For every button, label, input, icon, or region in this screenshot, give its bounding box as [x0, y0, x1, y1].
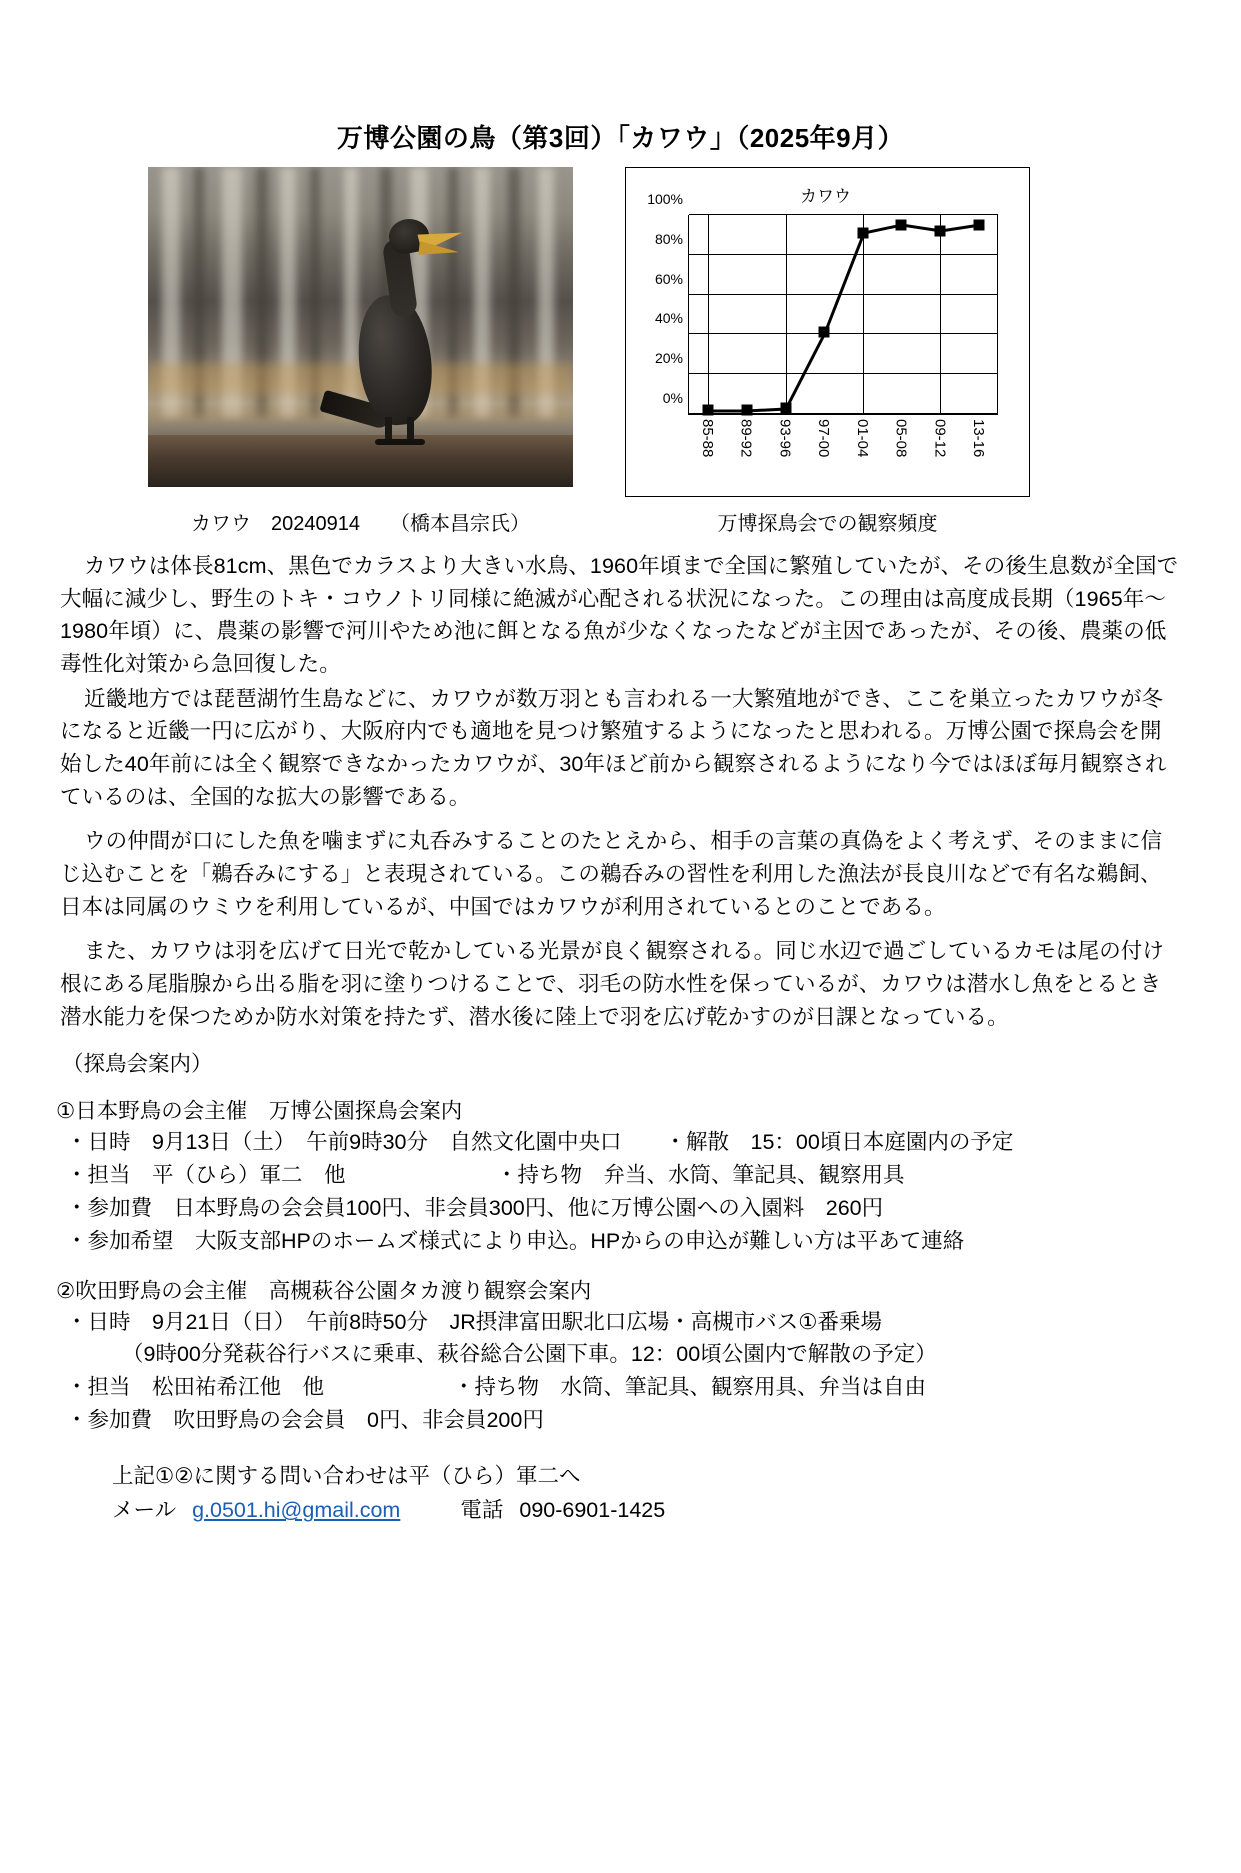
event-1-line-4: ・参加希望 大阪支部HPのホームズ様式により申込。HPからの申込が難しい方は平あて連絡	[66, 1228, 965, 1253]
y-tick-40: 40%	[654, 310, 683, 327]
event-2-line-4: ・参加費 吹田野鳥の会会員 0円、非会員200円	[66, 1408, 544, 1433]
y-tick-0: 0%	[662, 390, 683, 406]
paragraph-4: また、カワウは羽を広げて日光で乾かしている光景が良く観察される。同じ水辺で過ごしているカモは尾の付け根にある尾脂腺から出る脂を羽に塗りつけることで、羽毛の防水性を保っているが、カワウは潜水し魚をとるとき潜水能力を保つためか防水対策を持たず、潜水後に陸上で羽を広げ乾かすのが日課となっている。	[60, 939, 1165, 1029]
x-label-2: 93-96	[776, 419, 794, 458]
data-point-01-04	[857, 227, 868, 238]
event-2-line-2: （9時00分発萩谷行バスに乗車、萩谷総合公園下車。12：00頃公園内で解散の予定）	[122, 1342, 937, 1367]
contact-line: 上記①②に関する問い合わせは平（ひら）軍二へ	[112, 1463, 581, 1488]
event-2-line-1: ・日時 9月21日（日） 午前8時50分 JR摂津富田駅北口広場・高槻市バス①番乗場	[66, 1309, 883, 1334]
cormorant-silhouette	[323, 193, 483, 443]
x-label-7: 13-16	[970, 419, 988, 458]
document-page	[0, 118, 1241, 1873]
event-1-line-2: ・担当 平（ひら）軍二 他 ・持ち物 弁当、水筒、筆記具、観察用具	[66, 1163, 905, 1188]
guide-label: （探鳥会案内）	[62, 1052, 213, 1077]
x-label-5: 05-08	[892, 419, 910, 458]
paragraph-1: カワウは体長81cm、黒色でカラスより大きい水鳥、1960年頃まで全国に繁殖していたが、その後生息数が全国で大幅に減少し、野生のトキ・コウノトリ同様に絶滅が心配される状況になった。この理由は高度成長期（1965年〜1980年頃）に、農薬の影響で河川やため池に餌となる魚が少なくなったなどが主因であったが、その後、農薬の低毒性化対策から急回復した。	[60, 554, 1179, 677]
data-point-09-12	[935, 225, 946, 236]
paragraph-2: 近畿地方では琵琶湖竹生島などに、カワウが数万羽とも言われる一大繁殖地ができ、ここを巣立ったカワウが冬になると近畿一円に広がり、大阪府内でも適地を見つけ繁殖するようになったと思われる。万博公園で探鳥会を開始した40年前には全く観察できなかったカワウが、30年ほど前から観察されるようになり今ではほぼ毎月観察されているのは、全国的な拡大の影響である。	[60, 686, 1167, 809]
caption-row	[0, 507, 1241, 536]
event-1-heading: ①日本野鳥の会主催 万博公園探鳥会案内	[56, 1099, 463, 1124]
data-point-85-88	[703, 405, 714, 416]
phone-label: 電話	[460, 1498, 504, 1523]
x-label-1: 89-92	[737, 419, 755, 458]
data-point-93-96	[780, 403, 791, 414]
event-1-line-3: ・参加費 日本野鳥の会会員100円、非会員300円、他に万博公園への入園料 260円	[66, 1196, 884, 1221]
y-tick-80: 80%	[654, 230, 683, 247]
cormorant-photo	[148, 167, 573, 487]
mail-label: メール	[112, 1498, 177, 1523]
chart-series-line	[689, 215, 999, 415]
data-point-97-00	[819, 327, 830, 338]
x-label-3: 97-00	[815, 419, 833, 458]
contact-details-row	[112, 1493, 1241, 1527]
y-tick-100: 100%	[647, 191, 683, 207]
chart-caption: 万博探鳥会での観察頻度	[717, 513, 938, 535]
event-2-line-3: ・担当 松田祐希江他 他 ・持ち物 水筒、筆記具、観察用具、弁当は自由	[66, 1375, 927, 1400]
event-1-line-1: ・日時 9月13日（土） 午前9時30分 自然文化園中央口 ・解散 15：00頃日本庭園内の予定	[66, 1130, 1014, 1155]
data-point-89-92	[741, 405, 752, 416]
bird-photo-container	[148, 167, 573, 487]
photo-caption: カワウ 20240914 （橋本昌宗氏）	[191, 513, 530, 535]
event-2-details	[66, 1307, 1191, 1437]
paragraph-3: ウの仲間が口にした魚を噛まずに丸呑みすることのたとえから、相手の言葉の真偽をよく考えず、そのままに信じ込むことを「鵜呑みにする」と表現されている。この鵜呑みの習性を利用した漁法が長良川などで有名な鵜飼、日本は同属のウミウを利用しているが、中国ではカワウが利用されているとのことである。	[60, 829, 1163, 919]
data-point-05-08	[896, 219, 907, 230]
email-link[interactable]: g.0501.hi@gmail.com	[192, 1498, 401, 1523]
event-1-details	[66, 1127, 1191, 1257]
chart-title: カワウ	[800, 187, 851, 206]
data-point-13-16	[973, 219, 984, 230]
x-label-6: 09-12	[931, 419, 949, 458]
contact-block	[112, 1459, 1241, 1528]
x-label-0: 85-88	[698, 419, 716, 458]
observation-frequency-chart	[625, 167, 1030, 497]
article-body	[60, 550, 1181, 1033]
chart-x-axis-labels	[688, 415, 998, 485]
y-tick-60: 60%	[654, 270, 683, 287]
y-tick-20: 20%	[654, 350, 683, 367]
event-2-heading: ②吹田野鳥の会主催 高槻萩谷公園タカ渡り観察会案内	[56, 1278, 592, 1303]
media-row	[0, 167, 1241, 497]
x-label-4: 01-04	[853, 419, 871, 458]
page-title: 万博公園の鳥（第3回）「カワウ」（2025年9月）	[336, 123, 905, 153]
phone-number: 090-6901-1425	[519, 1498, 666, 1523]
